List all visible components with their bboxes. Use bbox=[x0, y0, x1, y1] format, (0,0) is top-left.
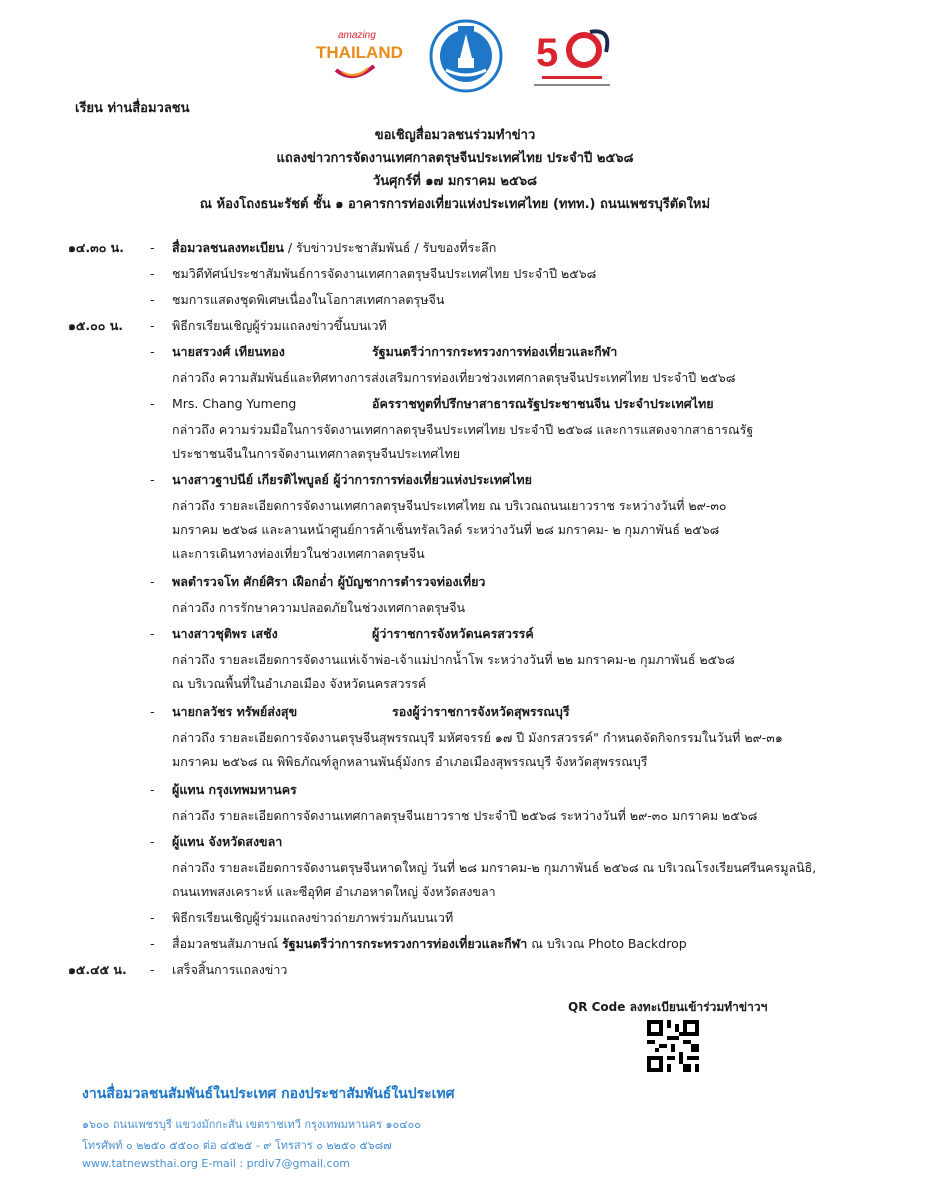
speaker-topic-text: กล่าวถึง ความสัมพันธ์และทิศทางการส่งเสริมการท่องเที่ยวช่วงเทศกาลตรุษจีนประเทศไทย ประจำปี ๒๕๖๘ bbox=[172, 370, 736, 385]
speaker-topic-text: กล่าวถึง รายละเอียดการจัดงานตรุษจีนสุพรรณบุรี มหัศจรรย์ ๑๗ ปี มังกรสวรรค์" กำหนดจัดกิจกรรมในวันที่ ๒๙-๓๑ bbox=[172, 730, 783, 745]
salutation: เรียน ท่านสื่อมวลชน bbox=[75, 101, 190, 116]
speaker-topic-text: ถนนเทพสงเคราะห์ และซีอุทิศ อำเภอหาดใหญ่ จังหวัดสงขลา bbox=[172, 884, 496, 899]
speaker-name: ผู้แทน จังหวัดสงขลา bbox=[172, 834, 283, 849]
tat-50-years-icon bbox=[528, 20, 620, 92]
agenda-time: ๑๕.๔๕ น. bbox=[68, 962, 127, 977]
bullet-dash: - bbox=[150, 626, 155, 641]
interview-text-a: สื่อมวลชนสัมภาษณ์ bbox=[172, 936, 283, 951]
bullet-dash: - bbox=[150, 574, 155, 589]
bullet-dash: - bbox=[150, 704, 155, 719]
bullet-dash: - bbox=[150, 240, 155, 255]
thailand-text: THAILAND bbox=[316, 43, 403, 62]
interview-text-c: ณ บริเวณ Photo Backdrop bbox=[527, 936, 687, 951]
speaker-topic-text: กล่าวถึง รายละเอียดการจัดงานแห่เจ้าพ่อ-เจ้าแม่ปากน้ำโพ ระหว่างวันที่ ๒๒ มกราคม-๒ กุมภาพันธ์ ๒๕๖๘ bbox=[172, 652, 735, 667]
speaker-name: พลตำรวจโท ศักย์ศิรา เฝือกอ่ำ ผู้บัญชาการตำรวจท่องเที่ยว bbox=[172, 574, 486, 589]
speaker-role: ผู้ว่าราชการจังหวัดนครสวรรค์ bbox=[372, 626, 534, 641]
speaker-role: รองผู้ว่าราชการจังหวัดสุพรรณบุรี bbox=[392, 704, 570, 719]
speaker-name: นายสรวงศ์ เทียนทอง bbox=[172, 344, 285, 359]
speaker-topic-text: กล่าวถึง การรักษาความปลอดภัยในช่วงเทศกาลตรุษจีน bbox=[172, 600, 466, 615]
bullet-dash: - bbox=[150, 266, 155, 281]
speaker-topic-text: มกราคม ๒๕๖๘ และลานหน้าศูนย์การค้าเซ็นทรัลเวิลด์ ระหว่างวันที่ ๒๘ มกราคม- ๒ กุมภาพันธ์ ๒๕๖๘ bbox=[172, 522, 720, 537]
agenda-item-rest: / รับข่าวประชาสัมพันธ์ / รับของที่ระลึก bbox=[283, 240, 497, 255]
invitation-heading bbox=[60, 124, 850, 216]
agenda-item: ชมวิดีทัศน์ประชาสัมพันธ์การจัดงานเทศกาลตรุษจีนประเทศไทย ประจำปี ๒๕๖๘ bbox=[172, 266, 597, 281]
agenda-item bbox=[172, 236, 496, 260]
bullet-dash: - bbox=[150, 910, 155, 925]
amazing-thailand-logo bbox=[308, 26, 403, 86]
speaker-topic-text: กล่าวถึง ความร่วมมือในการจัดงานเทศกาลตรุษจีนประเทศไทย ประจำปี ๒๕๖๘ และการแสดงจากสาธารณรัฐ bbox=[172, 422, 754, 437]
speaker-name: นายกลวัชร ทรัพย์ส่งสุข bbox=[172, 704, 298, 719]
bullet-dash: - bbox=[150, 782, 155, 797]
agenda-item-bold: สื่อมวลชนลงทะเบียน bbox=[172, 240, 284, 255]
footer-phone: โทรศัพท์ ๐ ๒๒๕๐ ๕๕๐๐ ต่อ ๔๕๒๕ - ๙ โทรสาร ๐ ๒๒๕๐ ๕๖๘๗ bbox=[82, 1139, 392, 1152]
heading-line-4: ณ ห้องโถงธนะรัชต์ ชั้น ๑ อาคารการท่องเที่ยวแห่งประเทศไทย (ททท.) ถนนเพชรบุรีตัดใหม่ bbox=[199, 197, 711, 212]
bullet-dash: - bbox=[150, 396, 155, 411]
bullet-dash: - bbox=[150, 834, 155, 849]
logo-bar bbox=[300, 18, 630, 98]
interview-text-b: รัฐมนตรีว่าการกระทรวงการท่องเที่ยวและกีฬา bbox=[282, 936, 528, 951]
speaker-topic-text: กล่าวถึง รายละเอียดการจัดงานตรุษจีนหาดใหญ่ วันที่ ๒๘ มกราคม-๒ กุมภาพันธ์ ๒๕๖๘ ณ บริเวณโรงเรียนศรีนครมูลนิธิ, bbox=[172, 860, 817, 875]
speaker-topic-text: กล่าวถึง รายละเอียดการจัดงานเทศกาลตรุษจีนประเทศไทย ณ บริเวณถนนเยาวราช ระหว่างวันที่ ๒๙-๓๐ bbox=[172, 498, 727, 513]
bullet-dash: - bbox=[150, 936, 155, 951]
speaker-topic-text: และการเดินทางท่องเที่ยวในช่วงเทศกาลตรุษจีน bbox=[172, 546, 425, 561]
speaker-topic-text: กล่าวถึง รายละเอียดการจัดงานเทศกาลตรุษจีนเยาวราช ประจำปี ๒๕๖๘ ระหว่างวันที่ ๒๙-๓๐ มกราคม ๒๕๖๘ bbox=[172, 808, 758, 823]
agenda-item: ชมการแสดงชุดพิเศษเนื่องในโอกาสเทศกาลตรุษจีน bbox=[172, 292, 445, 307]
heading-line-2: แถลงข่าวการจัดงานเทศกาลตรุษจีนประเทศไทย ประจำปี ๒๕๖๘ bbox=[276, 151, 634, 166]
agenda-time: ๑๕.๐๐ น. bbox=[68, 318, 124, 333]
svg-text:5: 5 bbox=[536, 31, 559, 75]
footer-address: ๑๖๐๐ ถนนเพชรบุรี แขวงมักกะสัน เขตราชเทวี กรุงเทพมหานคร ๑๐๔๐๐ bbox=[82, 1118, 421, 1131]
agenda-item bbox=[172, 932, 687, 956]
speaker-topic-text: ประชาชนจีนในการจัดงานเทศกาลตรุษจีนประเทศไทย bbox=[172, 446, 461, 461]
speaker-topic-text: มกราคม ๒๕๖๘ ณ พิพิธภัณฑ์ลูกหลานพันธุ์มังกร อำเภอเมืองสุพรรณบุรี จังหวัดสุพรรณบุรี bbox=[172, 754, 648, 769]
agenda-item: พิธีกรเรียนเชิญผู้ร่วมแถลงข่าวถ่ายภาพร่วมกันบนเวที bbox=[172, 910, 454, 925]
speaker-role: รัฐมนตรีว่าการกระทรวงการท่องเที่ยวและกีฬา bbox=[372, 344, 618, 359]
amazing-small-text: amazing bbox=[338, 30, 376, 41]
speaker-topic-text: ณ บริเวณพื้นที่ในอำเภอเมือง จังหวัดนครสวรรค์ bbox=[172, 676, 427, 691]
heading-line-3: วันศุกร์ที่ ๑๗ มกราคม ๒๕๖๘ bbox=[372, 174, 538, 189]
qr-caption: QR Code ลงทะเบียนเข้าร่วมทำข่าวฯ bbox=[568, 1000, 768, 1014]
qr-code-icon[interactable] bbox=[647, 1020, 699, 1072]
footer-title: งานสื่อมวลชนสัมพันธ์ในประเทศ กองประชาสัมพันธ์ในประเทศ bbox=[82, 1086, 455, 1102]
speaker-name: นางสาวฐาปนีย์ เกียรติไพบูลย์ ผู้ว่าการการท่องเที่ยวแห่งประเทศไทย bbox=[172, 472, 532, 487]
bullet-dash: - bbox=[150, 292, 155, 307]
agenda-item: พิธีกรเรียนเชิญผู้ร่วมแถลงข่าวขึ้นบนเวที bbox=[172, 318, 387, 333]
speaker-name: Mrs. Chang Yumeng bbox=[172, 396, 297, 411]
speaker-name: ผู้แทน กรุงเทพมหานคร bbox=[172, 782, 297, 797]
agenda-time: ๑๔.๓๐ น. bbox=[68, 240, 124, 255]
speaker-name: นางสาวชุติพร เสชัง bbox=[172, 626, 278, 641]
footer-web-email[interactable]: www.tatnewsthai.org E-mail : prdiv7@gmail.com bbox=[82, 1157, 351, 1170]
bullet-dash: - bbox=[150, 472, 155, 487]
heading-line-1: ขอเชิญสื่อมวลชนร่วมทำข่าว bbox=[374, 128, 536, 143]
bullet-dash: - bbox=[150, 962, 155, 977]
tat-emblem-icon bbox=[428, 18, 504, 94]
speaker-role: อัครราชทูตที่ปรึกษาสาธารณรัฐประชาชนจีน ประจำประเทศไทย bbox=[372, 396, 714, 411]
agenda-item: เสร็จสิ้นการแถลงข่าว bbox=[172, 962, 288, 977]
bullet-dash: - bbox=[150, 344, 155, 359]
bullet-dash: - bbox=[150, 318, 155, 333]
